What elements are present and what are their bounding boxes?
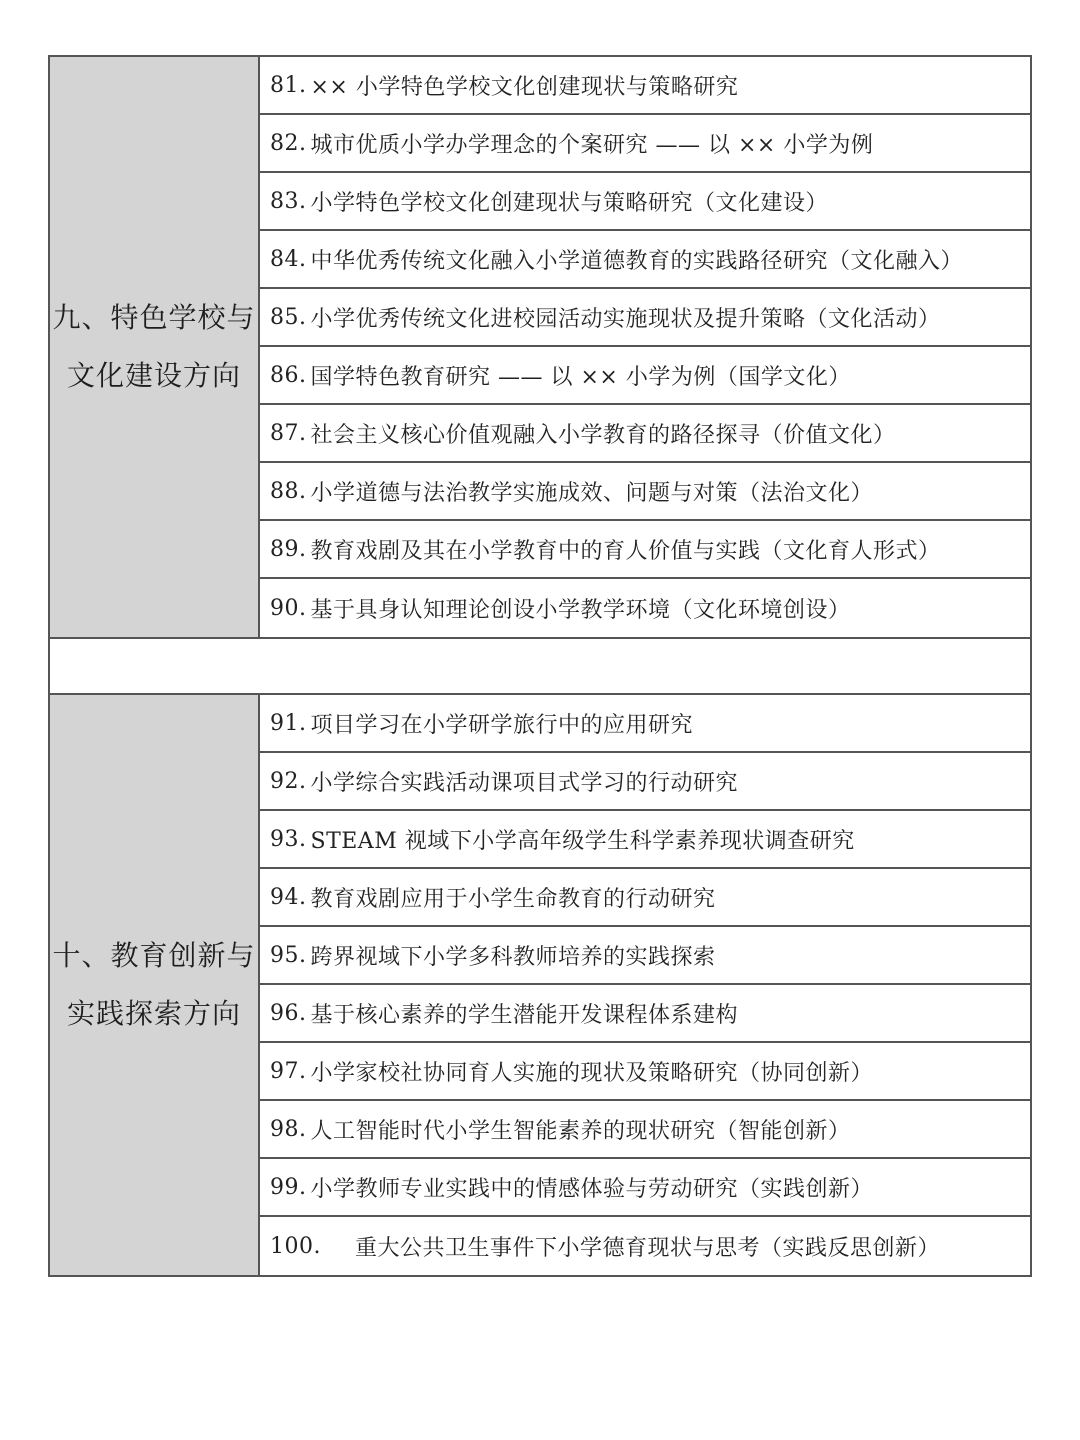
- topic-number: 83.: [270, 188, 307, 214]
- topic-title: 小学优秀传统文化进校园活动实施现状及提升策略（文化活动）: [310, 306, 941, 332]
- topic-row: [260, 927, 1030, 985]
- category-label: 十、教育创新与 实践探索方向: [52, 939, 256, 1030]
- topic-list: [260, 57, 1030, 637]
- topic-row: [260, 811, 1030, 869]
- category-cell: [50, 57, 260, 637]
- category-cell: [50, 695, 260, 1275]
- topic-number: 81.: [270, 72, 307, 98]
- topic-title: 小学教师专业实践中的情感体验与劳动研究（实践创新）: [310, 1176, 874, 1202]
- topic-title: 中华优秀传统文化融入小学道德教育的实践路径研究（文化融入）: [310, 248, 964, 274]
- topic-number: 91.: [270, 710, 307, 736]
- section-innovation: [50, 695, 1030, 1275]
- topic-title: 基于具身认知理论创设小学教学环境（文化环境创设）: [310, 597, 851, 623]
- topic-number: 88.: [270, 478, 307, 504]
- topic-row: [260, 1159, 1030, 1217]
- topic-row: [260, 347, 1030, 405]
- topic-number: 97.: [270, 1058, 307, 1084]
- topic-number: 92.: [270, 768, 307, 794]
- topic-row: [260, 231, 1030, 289]
- topic-row: [260, 985, 1030, 1043]
- topic-number: 89.: [270, 536, 307, 562]
- topic-row: [260, 173, 1030, 231]
- topic-row: [260, 521, 1030, 579]
- topic-row: [260, 463, 1030, 521]
- topic-title: 小学家校社协同育人实施的现状及策略研究（协同创新）: [310, 1060, 874, 1086]
- topic-title: 城市优质小学办学理念的个案研究 —— 以 ×× 小学为例: [310, 132, 874, 158]
- topic-row: [260, 1217, 1030, 1275]
- category-label: 九、特色学校与 文化建设方向: [52, 301, 256, 392]
- topic-title: 社会主义核心价值观融入小学教育的路径探寻（价值文化）: [310, 422, 896, 448]
- section-culture: [50, 57, 1030, 637]
- topic-title: 国学特色教育研究 —— 以 ×× 小学为例（国学文化）: [310, 364, 851, 390]
- topic-title: 重大公共卫生事件下小学德育现状与思考（实践反思创新）: [354, 1235, 940, 1261]
- topic-number: 86.: [270, 362, 307, 388]
- topic-title: 跨界视域下小学多科教师培养的实践探索: [310, 944, 716, 970]
- topic-row: [260, 695, 1030, 753]
- topic-number: 98.: [270, 1116, 307, 1142]
- topic-title: STEAM 视域下小学高年级学生科学素养现状调查研究: [310, 828, 855, 854]
- topic-list: [260, 695, 1030, 1275]
- topic-title: 小学综合实践活动课项目式学习的行动研究: [310, 770, 739, 796]
- topic-row: [260, 289, 1030, 347]
- topic-title: ×× 小学特色学校文化创建现状与策略研究: [310, 74, 739, 100]
- topic-title: 小学道德与法治教学实施成效、问题与对策（法治文化）: [310, 480, 874, 506]
- topic-title: 人工智能时代小学生智能素养的现状研究（智能创新）: [310, 1118, 851, 1144]
- topic-row: [260, 1101, 1030, 1159]
- topic-row: [260, 753, 1030, 811]
- topic-title: 教育戏剧应用于小学生命教育的行动研究: [310, 886, 716, 912]
- topic-number: 84.: [270, 246, 307, 272]
- topic-row: [260, 115, 1030, 173]
- topic-number: 95.: [270, 942, 307, 968]
- topic-title: 小学特色学校文化创建现状与策略研究（文化建设）: [310, 190, 829, 216]
- topic-title: 项目学习在小学研学旅行中的应用研究: [310, 712, 694, 738]
- topic-title: 基于核心素养的学生潜能开发课程体系建构: [310, 1002, 739, 1028]
- topics-table: [48, 55, 1032, 1277]
- topic-number: 96.: [270, 1000, 307, 1026]
- topic-number: 85.: [270, 304, 307, 330]
- topic-number: 82.: [270, 130, 307, 156]
- topic-row: [260, 869, 1030, 927]
- topic-row: [260, 405, 1030, 463]
- topic-number: 93.: [270, 826, 307, 852]
- topic-number: 99.: [270, 1174, 307, 1200]
- blank-row: [50, 637, 1030, 695]
- topic-title: 教育戏剧及其在小学教育中的育人价值与实践（文化育人形式）: [310, 538, 941, 564]
- topic-number: 87.: [270, 420, 307, 446]
- topic-number: 100.: [270, 1233, 321, 1259]
- topic-number: 94.: [270, 884, 307, 910]
- topic-number: 90.: [270, 595, 307, 621]
- topic-row: [260, 579, 1030, 637]
- topic-row: [260, 1043, 1030, 1101]
- topic-row: [260, 57, 1030, 115]
